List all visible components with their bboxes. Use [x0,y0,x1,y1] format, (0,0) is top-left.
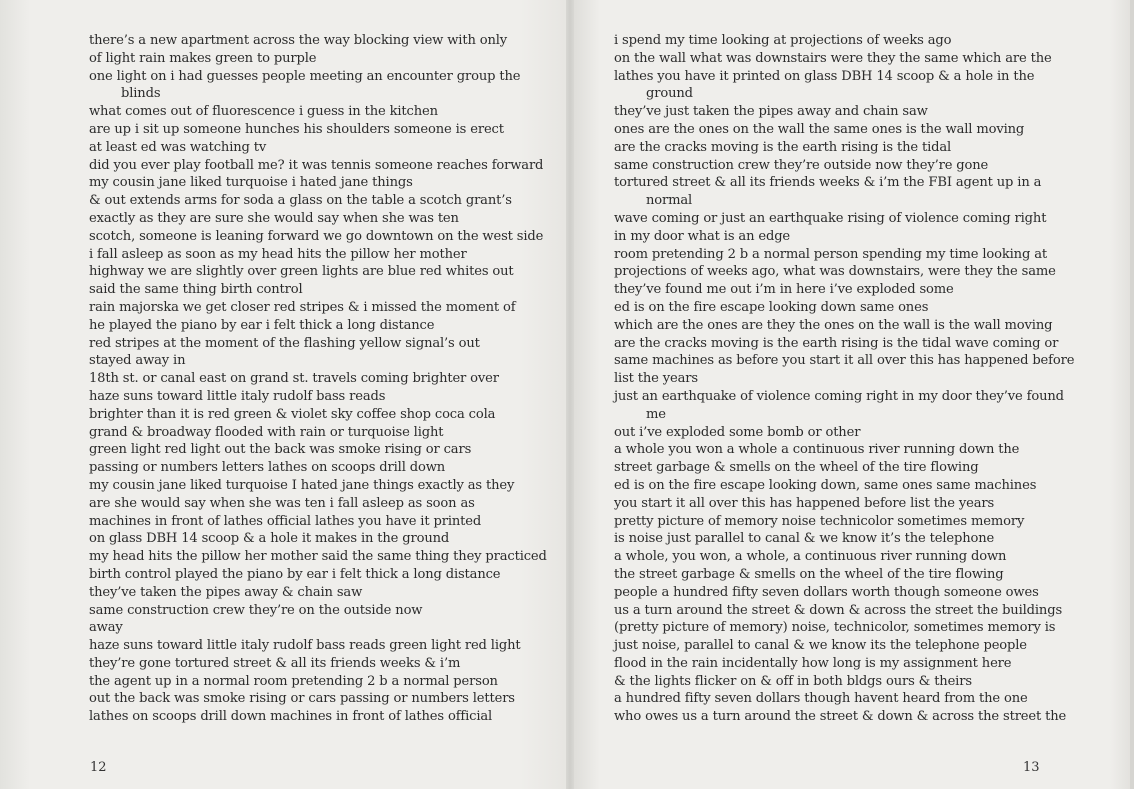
text-line: did you ever play football me? it was tennis someone reaches forward [89,157,544,173]
page-edge [1130,0,1134,789]
text-line: stayed away in [89,353,186,369]
text-line: the street garbage & smells on the wheel of the tire flowing [614,566,1004,582]
text-line: normal [646,193,693,209]
text-line: me [646,406,666,422]
text-line: a hundred fifty seven dollars though havent heard from the one [614,691,1028,707]
text-line: machines in front of lathes official lathes you have it printed [89,513,482,529]
text-line: haze suns toward little italy rudolf bass reads [89,388,386,404]
text-line: out the back was smoke rising or cars passing or numbers letters [89,691,515,707]
text-line: which are the ones are they the ones on the wall is the wall moving [614,317,1053,333]
text-line: a whole you won a whole a continuous river running down the [614,442,1020,458]
text-line: street garbage & smells on the wheel of the tire flowing [614,460,979,476]
text-line: the agent up in a normal room pretending 2 b a normal person [89,673,498,689]
text-line: my cousin jane liked turquoise i hated jane things [89,175,413,191]
text-line: same construction crew they’re on the outside now [89,602,423,618]
text-line: said the same thing birth control [89,282,303,298]
text-line: ed is on the fire escape looking down, same ones same machines [614,477,1037,493]
text-line: i spend my time looking at projections of weeks ago [614,33,952,48]
text-line: at least ed was watching tv [89,139,267,155]
text-line: rain majorska we get closer red stripes & i missed the moment of [89,299,516,315]
text-line: just noise, parallel to canal & we know its the telephone people [614,638,1027,654]
text-line: a whole, you won, a whole, a continuous river running down [614,549,1007,565]
text-line: they’ve just taken the pipes away and chain saw [614,104,928,120]
text-line: same construction crew they’re outside now they’re gone [614,157,989,173]
text-line: people a hundred fifty seven dollars worth though someone owes [614,584,1039,600]
text-line: same machines as before you start it all over this has happened before [614,353,1075,369]
text-line: ground [646,86,693,102]
text-line: lathes on scoops drill down machines in front of lathes official [89,709,493,725]
text-line: what comes out of fluorescence i guess in the kitchen [89,104,438,120]
text-line: brighter than it is red green & violet sky coffee shop coca cola [89,406,496,422]
text-line: my head hits the pillow her mother said the same thing they practiced [89,549,547,565]
text-line: just an earthquake of violence coming right in my door they’ve found [614,388,1064,404]
text-line: who owes us a turn around the street & down & across the street the [614,709,1067,725]
text-line: are the cracks moving is the earth rising is the tidal [614,139,952,155]
text-line: my cousin jane liked turquoise I hated jane things exactly as they [89,477,515,493]
text-line: blinds [121,86,161,102]
text-line: they’ve taken the pipes away & chain saw [89,584,363,600]
text-line: birth control played the piano by ear i felt thick a long distance [89,566,501,582]
text-line: out i’ve exploded some bomb or other [614,424,861,440]
text-line: tortured street & all its friends weeks & i’m the FBI agent up in a [614,175,1042,191]
text-line: i fall asleep as soon as my head hits the pillow her mother [89,246,467,262]
text-line: in my door what is an edge [614,228,791,244]
text-line: list the years [614,371,698,387]
text-line: us a turn around the street & down & across the street the buildings [614,602,1063,618]
text-line: green light red light out the back was smoke rising or cars [89,442,472,458]
text-line: (pretty picture of memory) noise, technicolor, sometimes memory is [614,620,1056,636]
text-line: 18th st. or canal east on grand st. travels coming brighter over [89,371,499,387]
right-page [570,0,1134,789]
text-line: away [89,620,123,636]
text-line: on the wall what was downstairs were they the same which are the [614,50,1052,66]
text-line: wave coming or just an earthquake rising of violence coming right [614,210,1047,226]
text-line: flood in the rain incidentally how long is my assignment here [614,655,1012,671]
text-line: one light on i had guesses people meeting an encounter group the [89,68,521,84]
text-line: you start it all over this has happened before list the years [614,495,995,511]
text-line: on glass DBH 14 scoop & a hole it makes in the ground [89,531,450,547]
book-gutter [566,0,574,789]
text-line: haze suns toward little italy rudolf bass reads green light red light [89,638,521,654]
text-line: & out extends arms for soda a glass on the table a scotch grant’s [89,193,512,209]
left-page-text [89,32,549,726]
text-line: of light rain makes green to purple [89,50,317,66]
text-line: are she would say when she was ten i fall asleep as soon as [89,495,475,511]
text-line: pretty picture of memory noise technicolor sometimes memory [614,513,1025,529]
text-line: he played the piano by ear i felt thick a long distance [89,317,435,333]
text-line: room pretending 2 b a normal person spending my time looking at [614,246,1047,262]
text-line: there’s a new apartment across the way blocking view with only [89,33,508,48]
text-line: ed is on the fire escape looking down same ones [614,299,929,315]
text-line: is noise just parallel to canal & we know it’s the telephone [614,531,995,547]
text-line: ones are the ones on the wall the same ones is the wall moving [614,121,1025,137]
text-line: they’re gone tortured street & all its friends weeks & i’m [89,655,461,671]
text-line: passing or numbers letters lathes on scoops drill down [89,460,446,476]
text-line: scotch, someone is leaning forward we go downtown on the west side [89,228,544,244]
text-line: grand & broadway flooded with rain or turquoise light [89,424,444,440]
text-line: & the lights flicker on & off in both bldgs ours & theirs [614,673,972,689]
text-line: they’ve found me out i’m in here i’ve exploded some [614,282,954,298]
text-line: are the cracks moving is the earth rising is the tidal wave coming or [614,335,1059,351]
text-line: exactly as they are sure she would say when she was ten [89,210,459,226]
text-line: red stripes at the moment of the flashing yellow signal’s out [89,335,480,351]
right-page-text [614,32,1114,726]
text-line: projections of weeks ago, what was downstairs, were they the same [614,264,1056,280]
left-page-number: 12 [90,760,107,775]
text-line: highway we are slightly over green lights are blue red whites out [89,264,514,280]
right-page-number: 13 [1023,760,1040,775]
text-line: lathes you have it printed on glass DBH 14 scoop & a hole in the [614,68,1035,84]
text-line: are up i sit up someone hunches his shoulders someone is erect [89,121,504,137]
